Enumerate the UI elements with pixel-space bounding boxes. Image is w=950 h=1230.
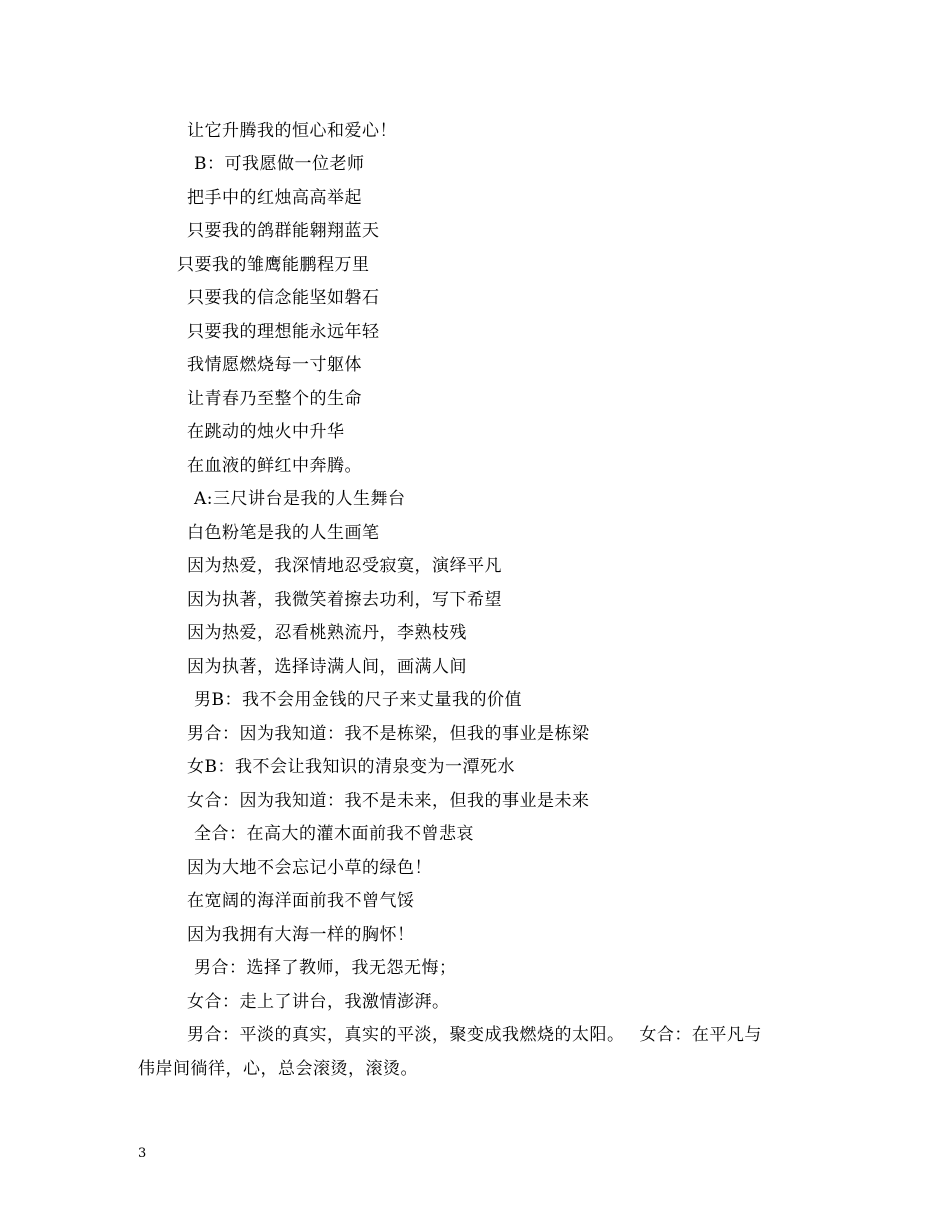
text-line: 只要我的理想能永远年轻	[187, 322, 380, 342]
text-line: 女合：走上了讲台，我激情澎湃。	[187, 992, 450, 1012]
text-line: 只要我的信念能坚如磐石	[187, 288, 380, 308]
text-line: 因为热爱，我深情地忍受寂寞，演绎平凡	[187, 556, 502, 576]
text-line: 因为执著，我微笑着擦去功利，写下希望	[187, 590, 502, 610]
text-line: 我情愿燃烧每一寸躯体	[187, 355, 362, 375]
text-line: 只要我的鸽群能翱翔蓝天	[187, 221, 380, 241]
text-line: 在血液的鲜红中奔腾。	[187, 456, 362, 476]
text-line: 男合：平淡的真实，真实的平淡，聚变成我燃烧的太阳。 女合：在平凡与	[187, 1025, 762, 1045]
text-line: 让青春乃至整个的生命	[187, 389, 362, 409]
text-line: 男合：选择了教师，我无怨无悔；	[194, 958, 457, 978]
text-line: 伟岸间徜徉，心，总会滚烫，滚烫。	[138, 1059, 418, 1079]
text-line: 女合：因为我知道：我不是未来，但我的事业是未来	[187, 791, 590, 811]
text-line: 因为我拥有大海一样的胸怀！	[187, 925, 415, 945]
text-line: 男合：因为我知道：我不是栋梁，但我的事业是栋梁	[187, 724, 590, 744]
text-line: 因为大地不会忘记小草的绿色！	[187, 858, 432, 878]
text-line: 在跳动的烛火中升华	[187, 422, 345, 442]
text-line: 把手中的红烛高高举起	[187, 188, 362, 208]
text-line: 女B：我不会让我知识的清泉变为一潭死水	[187, 757, 515, 777]
page-number: 3	[138, 1146, 147, 1161]
text-line: 只要我的雏鹰能鹏程万里	[177, 255, 370, 275]
text-line: 因为热爱，忍看桃熟流丹，李熟枝残	[187, 623, 467, 643]
text-line: 白色粉笔是我的人生画笔	[187, 523, 380, 543]
text-line: 男B：我不会用金钱的尺子来丈量我的价值	[194, 690, 522, 710]
text-line: 因为执著，选择诗满人间，画满人间	[187, 657, 467, 677]
text-line: 让它升腾我的恒心和爱心！	[187, 121, 397, 141]
text-line: 全合：在高大的灌木面前我不曾悲哀	[194, 824, 474, 844]
text-line: B：可我愿做一位老师	[194, 154, 365, 174]
text-line: 在宽阔的海洋面前我不曾气馁	[187, 891, 415, 911]
text-line: A:三尺讲台是我的人生舞台	[194, 489, 406, 509]
